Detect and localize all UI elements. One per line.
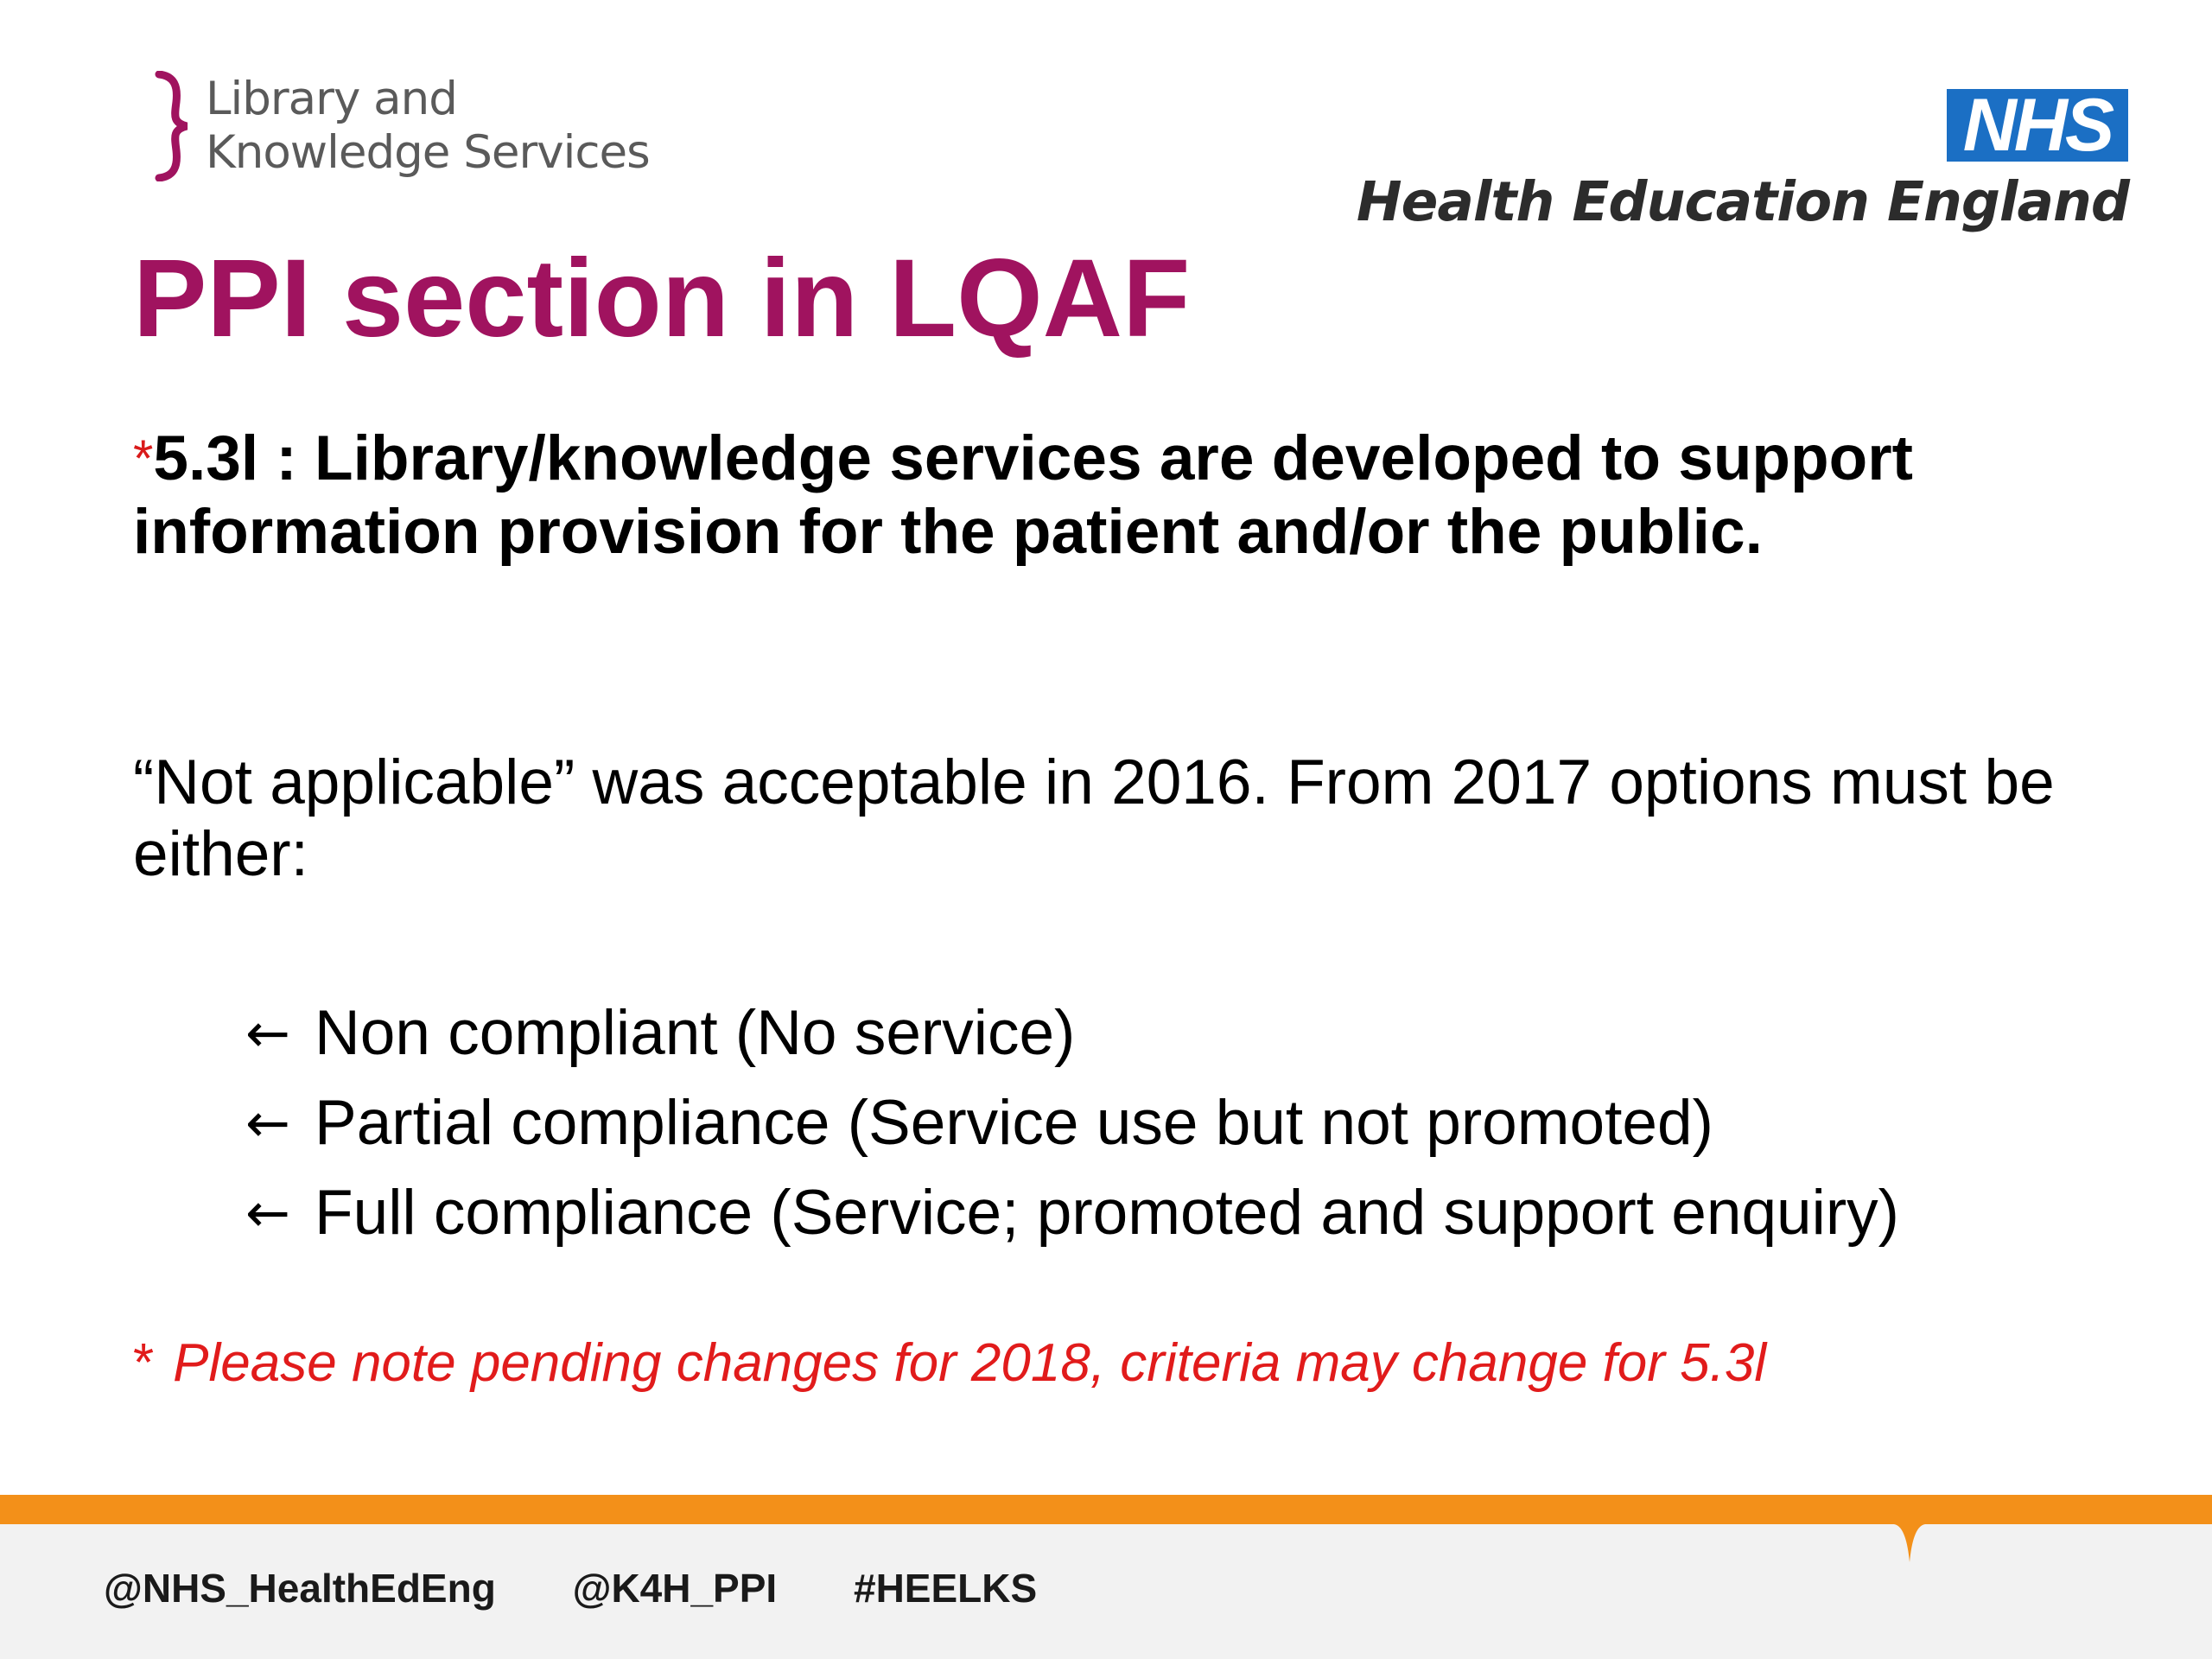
hee-organisation-name: Health Education England (1356, 170, 2129, 233)
option-text: Non compliant (No service) (315, 998, 1076, 1068)
left-arrow-icon: ← (245, 1091, 290, 1154)
list-item (245, 1177, 2017, 1249)
criterion-asterisk: * (133, 429, 154, 487)
library-knowledge-services-logo (152, 71, 671, 192)
list-item (245, 1087, 2017, 1160)
lks-logo-text (206, 73, 650, 180)
footer-twitter-k4h[interactable]: @K4H_PPI (572, 1566, 778, 1611)
options-list (245, 997, 2017, 1267)
footer-social-links (104, 1562, 1103, 1614)
page-title: PPI section in LQAF (133, 237, 1191, 360)
option-text: Partial compliance (Service use but not promoted) (315, 1088, 1713, 1158)
footer-orange-band (0, 1495, 2212, 1524)
lks-logo-line2: Knowledge Services (206, 126, 650, 179)
footer-notch-shape (1849, 1522, 1970, 1564)
pending-changes-note (133, 1331, 1766, 1396)
list-item (245, 997, 2017, 1070)
footer-twitter-hee[interactable]: @NHS_HealthEdEng (104, 1566, 496, 1611)
note-asterisk: * (133, 1333, 155, 1393)
intro-paragraph: “Not applicable” was acceptable in 2016. From 2017 options must be either: (133, 747, 2055, 889)
left-arrow-icon: ← (245, 1001, 290, 1065)
criterion-text: 5.3l : Library/knowledge services are developed to support information provision for the patient and/or the public. (133, 423, 1913, 567)
left-arrow-icon: ← (245, 1181, 290, 1244)
note-text: Please note pending changes for 2018, criteria may change for 5.3l (173, 1333, 1767, 1393)
nhs-logo: NHS (1947, 89, 2128, 162)
footer-hashtag[interactable]: #HEELKS (853, 1566, 1038, 1611)
bracket-logo-icon (152, 71, 190, 181)
lks-logo-line1: Library and (206, 73, 457, 125)
option-text: Full compliance (Service; promoted and support enquiry) (315, 1178, 1899, 1248)
criterion-statement (133, 422, 2120, 569)
